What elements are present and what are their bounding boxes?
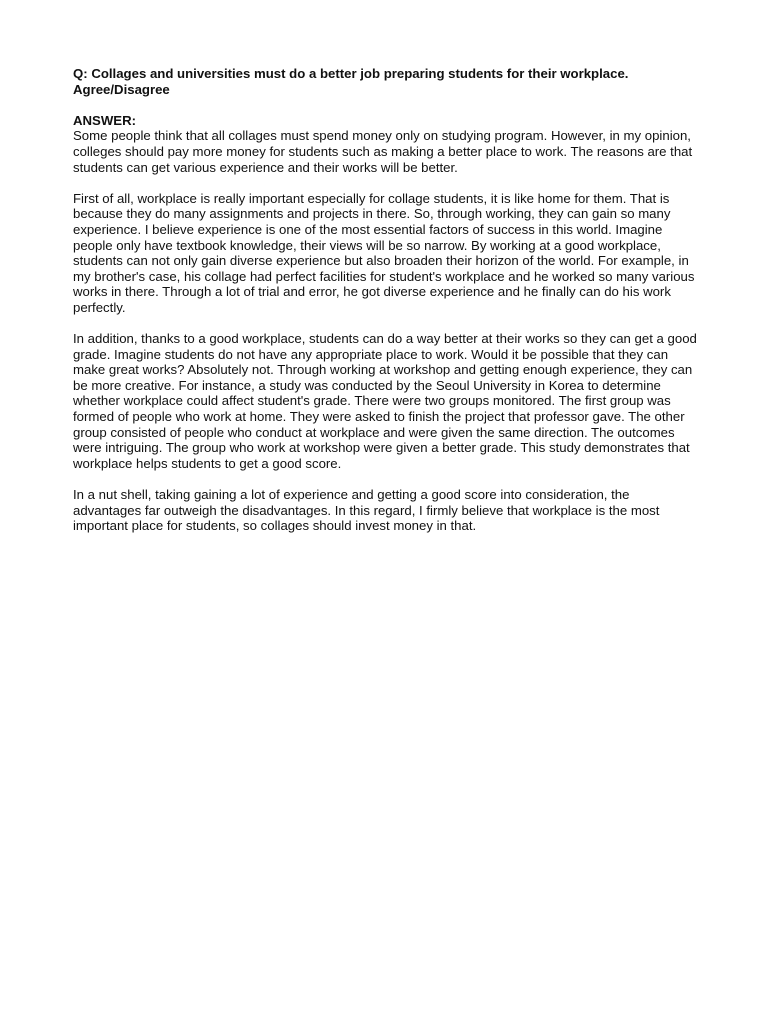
paragraph-second-reason: In addition, thanks to a good workplace, students can do a way better at their works so they can get a good grade. Imagine students do not have any appropriate place to work. Would it be possible that they can make great works? Absolutely not. Through working at workshop and getting enough experience, they can be more creative. For instance, a study was conducted by the Seoul University in Korea to determine whether workplace could affect student's grade. There were two groups monitored. The first group was formed of people who work at home. They were asked to finish the project that professor gave. The other group consisted of people who conduct at workplace and were given the same direction. The outcomes were intriguing. The group who work at workshop were given a better grade. This study demonstrates that workplace helps students to get a good score. (73, 331, 697, 471)
document-page (73, 66, 698, 549)
answer-label: ANSWER: (73, 112, 137, 128)
question-heading: Q: Collages and universities must do a better job preparing students for their workplace. Agree/Disagree (73, 66, 629, 97)
paragraph-intro: Some people think that all collages must spend money only on studying program. However, in my opinion, colleges should pay more money for students such as making a better place to work. The reasons are that students can get various experience and their works will be better. (73, 128, 693, 175)
paragraph-first-reason: First of all, workplace is really important especially for collage students, it is like home for them. That is because they do many assignments and projects in there. So, through working, they can gain so many experience. I believe experience is one of the most essential factors of success in this world. Imagine people only have textbook knowledge, their views will be so narrow. By working at a good workplace, students can not only gain diverse experience but also broaden their horizon of the world. For example, in my brother's case, his collage had perfect facilities for student's workplace and he worked so many various works in there. Through a lot of trial and error, he got diverse experience and he finally can do his work perfectly. (73, 190, 695, 315)
paragraph-conclusion: In a nut shell, taking gaining a lot of experience and getting a good score into consideration, the advantages far outweigh the disadvantages. In this regard, I firmly believe that workplace is the most important place for students, so collages should invest money in that. (73, 487, 660, 534)
